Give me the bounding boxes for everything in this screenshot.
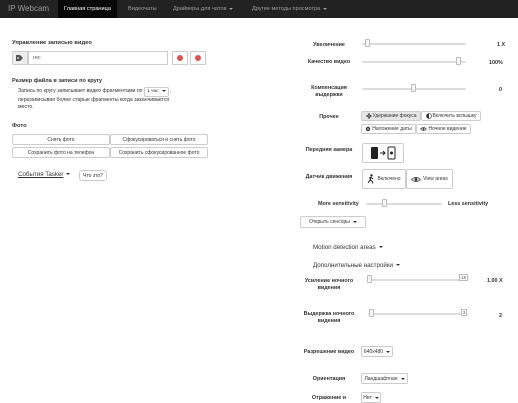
extra-settings-label: Дополнительные настройки xyxy=(313,262,393,269)
front-camera-toggle[interactable] xyxy=(362,143,404,163)
record-icon xyxy=(195,55,201,61)
motion-areas-dropdown[interactable] xyxy=(313,244,383,251)
quality-slider-track[interactable] xyxy=(362,61,466,63)
chevron-down-icon xyxy=(162,90,166,92)
recording-title: Управление записью видео xyxy=(12,40,92,46)
tag-addon xyxy=(12,51,28,65)
loop-text-1: Запись по кругу записывает видео фрагментами по xyxy=(18,88,143,94)
nav-other-methods[interactable] xyxy=(246,0,333,18)
chevron-down-icon xyxy=(401,378,405,380)
running-person-icon xyxy=(367,174,375,184)
mirror-value: Нет xyxy=(363,394,372,401)
mirror-select[interactable] xyxy=(361,392,381,403)
save-focused-photo-button[interactable]: Сохранить сфокусированное фото xyxy=(110,147,208,158)
orientation-select[interactable] xyxy=(361,373,408,384)
eye-icon xyxy=(411,176,421,183)
open-sensors-label: Открыть сенсоры xyxy=(309,219,350,225)
crosshair-icon xyxy=(366,113,372,119)
motion-sensor-label: Датчик движения xyxy=(305,174,353,180)
take-photo-button[interactable]: Снять фото xyxy=(12,134,110,145)
brand-title[interactable]: IP Webcam xyxy=(8,4,50,13)
chevron-down-icon xyxy=(323,8,327,10)
eye-icon xyxy=(420,126,427,132)
tasker-events-label: События Tasker xyxy=(18,171,64,178)
nav-chat-drivers-label: Драйверы для чатов xyxy=(173,6,227,12)
zoom-label: Увеличение xyxy=(313,42,345,48)
focus-take-photo-button[interactable]: Сфокусироваться и снять фото xyxy=(110,134,208,145)
top-navbar xyxy=(0,0,518,18)
misc-label: Прочее xyxy=(319,114,339,120)
record-name-input[interactable]: rec xyxy=(28,51,168,65)
orientation-value: Ландшафтная xyxy=(364,375,398,382)
gear-icon xyxy=(365,126,371,132)
flash-toggle[interactable] xyxy=(421,111,481,121)
less-sensitivity-label: Less sensitivity xyxy=(448,201,489,207)
exposure-compensation-label: Компенсация выдержки xyxy=(311,85,347,98)
view-areas-label: View areas xyxy=(423,176,448,182)
zoom-slider-handle[interactable] xyxy=(365,39,370,47)
zoom-value: 1 X xyxy=(497,42,506,48)
nav-chat-drivers[interactable] xyxy=(167,0,239,18)
chevron-down-icon xyxy=(353,221,357,223)
exposure-value: 0 xyxy=(499,87,502,93)
tasker-events-dropdown[interactable] xyxy=(18,171,70,178)
loop-duration-value: 1 час xyxy=(147,89,159,94)
night-gain-slider-handle[interactable] xyxy=(367,275,372,283)
flash-label: Включить вспышку xyxy=(432,113,477,119)
nav-home[interactable] xyxy=(58,0,117,18)
open-sensors-button[interactable] xyxy=(300,216,366,228)
extra-settings-dropdown[interactable] xyxy=(313,262,400,269)
focus-hold-label: Удержание фокуса xyxy=(372,113,417,119)
more-sensitivity-label: More sensitivity xyxy=(318,201,359,207)
view-areas-button[interactable] xyxy=(406,169,453,189)
sensitivity-slider-track[interactable] xyxy=(366,203,442,205)
mirror-label: Отражение и xyxy=(311,395,347,401)
nav-home-label: Главная страница xyxy=(64,6,111,12)
night-exposure-value: 2 xyxy=(499,313,502,319)
date-overlay-toggle[interactable] xyxy=(361,124,416,134)
night-vision-toggle[interactable] xyxy=(416,124,471,134)
chevron-down-icon xyxy=(386,351,390,353)
photo-title: Фото xyxy=(12,123,27,129)
focus-hold-toggle[interactable] xyxy=(361,111,421,121)
chevron-down-icon xyxy=(379,246,383,248)
what-is-this-button[interactable]: Что это? xyxy=(79,170,107,181)
night-vision-label: Ночное видение xyxy=(428,126,467,132)
resolution-value: 640x480 xyxy=(363,348,384,355)
record-icon xyxy=(177,55,183,61)
resolution-select[interactable] xyxy=(361,346,393,357)
half-circle-icon xyxy=(426,113,432,119)
record-start-alt-button[interactable] xyxy=(190,51,206,65)
quality-value: 100% xyxy=(489,60,503,66)
video-resolution-label: Разрешение видео xyxy=(303,349,355,355)
loop-description: Запись по кругу записывает видео фрагментами по 1 час , перезаписывая более старые фрагменты когда заканчивается место. xyxy=(18,88,172,110)
night-gain-slider-track[interactable] xyxy=(368,279,468,281)
motion-enable-toggle[interactable] xyxy=(362,169,406,189)
night-gain-value: 1.00 X xyxy=(487,278,503,284)
loop-text-3: место. xyxy=(18,104,34,110)
save-photo-phone-button[interactable]: Сохранить фото на телефон xyxy=(12,147,110,158)
chevron-down-icon xyxy=(66,173,70,175)
quality-slider-handle[interactable] xyxy=(456,57,461,65)
chevron-down-icon xyxy=(396,264,400,266)
night-gain-tooltip: 1X xyxy=(461,275,467,280)
motion-areas-label: Motion detection areas xyxy=(313,244,376,251)
zoom-slider-track[interactable] xyxy=(362,43,466,45)
loop-duration-select[interactable] xyxy=(144,87,169,97)
exposure-slider-handle[interactable] xyxy=(411,84,416,92)
video-quality-label: Качество видео xyxy=(307,59,351,65)
nav-videochats-label: Видеочаты xyxy=(128,6,157,12)
night-exposure-slider-handle-low[interactable] xyxy=(369,309,374,317)
chevron-down-icon xyxy=(229,8,233,10)
night-gain-label: Усиление ночного видения xyxy=(304,278,354,291)
night-exposure-slider-track[interactable] xyxy=(368,313,468,315)
night-exposure-tooltip: 2 xyxy=(463,310,466,315)
file-size-title: Размер файла в записи по кругу xyxy=(12,78,103,84)
record-start-button[interactable] xyxy=(172,51,188,65)
orientation-label: Ориентация xyxy=(312,376,346,382)
date-overlay-label: Наложение даты xyxy=(372,126,412,132)
nav-other-methods-label: Другие методы просмотра xyxy=(252,6,321,12)
motion-on-label: Включено xyxy=(377,176,401,182)
sensitivity-slider-handle[interactable] xyxy=(382,199,387,207)
loop-text-2: перезаписывая более старые фрагменты когда заканчивается xyxy=(18,96,170,103)
nav-videochats[interactable] xyxy=(122,0,163,18)
chevron-down-icon xyxy=(375,397,379,399)
tag-icon xyxy=(13,52,27,64)
night-exposure-label: Выдержка ночного видения xyxy=(303,311,355,324)
front-camera-label: Передняя камера xyxy=(305,147,353,153)
switch-camera-icon xyxy=(366,146,400,160)
